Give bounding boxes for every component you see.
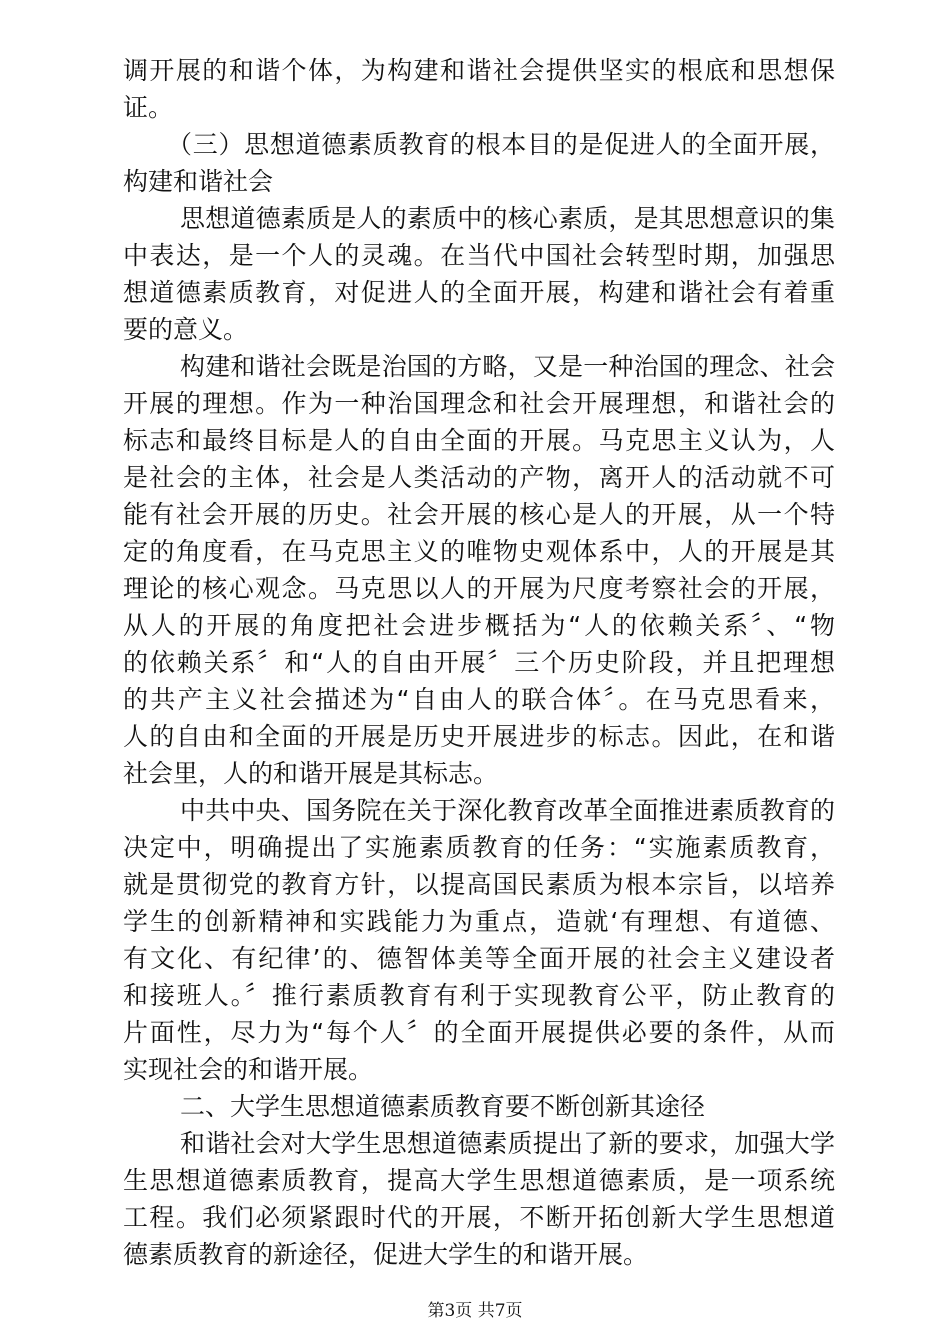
text-line: 能有社会开展的历史。社会开展的核心是人的开展，从一个特 [123, 500, 835, 529]
text-line: 片面性，尽力为“每个人〞的全面开展提供必要的条件，从而 [123, 1018, 835, 1047]
text-line: 要的意义。 [123, 315, 249, 344]
text-line: 有文化、有纪律’的、德智体美等全面开展的社会主义建设者 [123, 944, 835, 973]
text-line: （三）思想道德素质教育的根本目的是促进人的全面开展， [167, 130, 835, 159]
paragraph [123, 1125, 835, 1273]
document-body [123, 52, 835, 1273]
text-line: 人的自由和全面的开展是历史开展进步的标志。因此，在和谐 [123, 722, 835, 751]
text-line: 开展的理想。作为一种治国理念和社会开展理想，和谐社会的 [123, 389, 835, 418]
text-line: 调开展的和谐个体，为构建和谐社会提供坚实的根底和思想保 [123, 56, 835, 85]
text-line: 生思想道德素质教育，提高大学生思想道德素质，是一项系统 [123, 1166, 835, 1195]
text-line: 的共产主义社会描述为“自由人的联合体〞。在马克思看来， [123, 685, 835, 714]
paragraph [123, 126, 835, 200]
paragraph [123, 348, 835, 792]
text-line: 工程。我们必须紧跟时代的开展，不断开拓创新大学生思想道 [123, 1203, 835, 1232]
text-line: 构建和谐社会既是治国的方略，又是一种治国的理念、社会 [180, 352, 835, 381]
text-line: 证。 [123, 93, 174, 122]
text-line: 就是贯彻党的教育方针，以提高国民素质为根本宗旨，以培养 [123, 870, 835, 899]
text-line: 决定中，明确提出了实施素质教育的任务：“实施素质教育， [123, 833, 835, 862]
text-line: 社会里，人的和谐开展是其标志。 [123, 759, 499, 788]
text-line: 标志和最终目标是人的自由全面的开展。马克思主义认为，人 [123, 426, 835, 455]
text-line: 构建和谐社会 [123, 167, 274, 196]
text-line: 是社会的主体，社会是人类活动的产物，离开人的活动就不可 [123, 463, 835, 492]
text-line: 德素质教育的新途径，促进大学生的和谐开展。 [123, 1240, 649, 1269]
text-line: 中表达，是一个人的灵魂。在当代中国社会转型时期，加强思 [123, 241, 835, 270]
text-line: 定的角度看，在马克思主义的唯物史观体系中，人的开展是其 [123, 537, 835, 566]
page-footer: 第3页 共7页 [427, 1301, 523, 1321]
paragraph [123, 1088, 835, 1125]
text-line: 中共中央、国务院在关于深化教育改革全面推进素质教育的 [180, 796, 835, 825]
text-line: 二、大学生思想道德素质教育要不断创新其途径 [180, 1092, 706, 1121]
text-line: 和谐社会对大学生思想道德素质提出了新的要求，加强大学 [180, 1129, 835, 1158]
text-line: 想道德素质教育，对促进人的全面开展，构建和谐社会有着重 [123, 278, 835, 307]
text-line: 思想道德素质是人的素质中的核心素质，是其思想意识的集 [180, 204, 835, 233]
text-line: 的依赖关系〞和“人的自由开展〞三个历史阶段，并且把理想 [123, 648, 835, 677]
text-line: 从人的开展的角度把社会进步概括为“人的依赖关系〞、“物 [123, 611, 835, 640]
text-line: 和接班人。〞推行素质教育有利于实现教育公平，防止教育的 [123, 981, 835, 1010]
paragraph [123, 792, 835, 1088]
text-line: 实现社会的和谐开展。 [123, 1055, 374, 1084]
paragraph [123, 200, 835, 348]
text-line: 理论的核心观念。马克思以人的开展为尺度考察社会的开展， [123, 574, 835, 603]
paragraph [123, 52, 835, 126]
text-line: 学生的创新精神和实践能力为重点，造就‘有理想、有道德、 [123, 907, 835, 936]
